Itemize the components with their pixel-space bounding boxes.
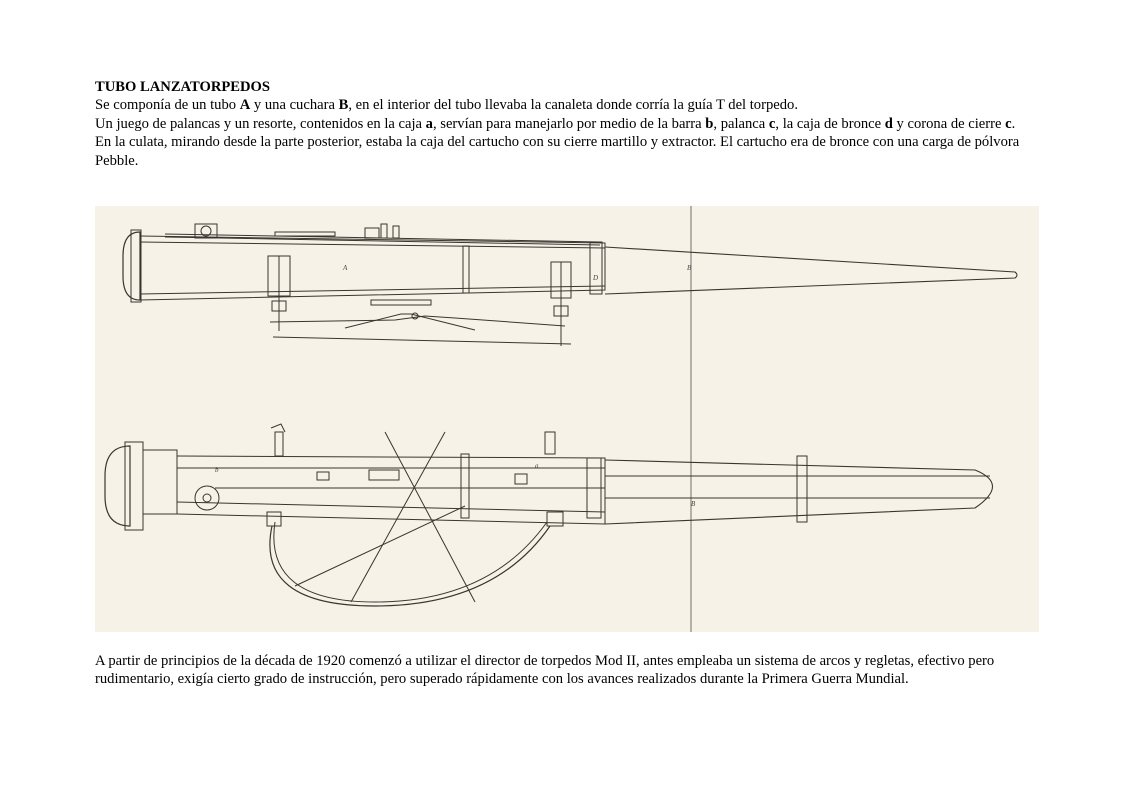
text-run: , en el interior del tubo llevaba la canaleta donde corría la guía T del torpedo. [348, 97, 798, 114]
paragraph-breech: En la culata, mirando desde la parte posterior, estaba la caja del cartucho con su cierre martillo y extractor. El cartucho era de bronce con una carga de pólvora Pebble. [95, 134, 1020, 169]
label-D: D [593, 274, 599, 282]
torpedo-tube-drawing [95, 206, 1039, 632]
closing-text [95, 652, 1040, 689]
label-a-plan: a [535, 462, 539, 470]
text-run: , servían para manejarlo por medio de la barra [432, 115, 706, 132]
text-run: , la caja de bronce [775, 115, 885, 132]
bold-run: B [338, 97, 349, 114]
text-run: , palanca [713, 115, 769, 132]
paragraph-director: A partir de principios de la década de 1920 comenzó a utilizar el director de torpedos Mod II, antes empleaba un sistema de arcos y regletas, efectivo pero rudimentario, exigía cierto grado de instrucción, pero superado rápidamente con los avances realizados durante la Primera Guerra Mundial. [95, 653, 995, 688]
text-run: Se componía de un tubo [95, 97, 240, 114]
label-A: A [343, 264, 348, 272]
text-run: y una cuchara [250, 97, 339, 114]
paragraph-levers [95, 115, 1040, 133]
technical-drawing-svg [95, 206, 1039, 632]
bold-run: c [1005, 115, 1012, 132]
bold-run: A [239, 97, 251, 114]
label-B-plan: B [691, 500, 696, 508]
document-title: TUBO LANZATORPEDOS [95, 79, 271, 95]
label-B: B [687, 264, 692, 272]
paragraph-tube-description [95, 96, 1040, 114]
text-run: Un juego de palancas y un resorte, contenidos en la caja [95, 115, 426, 132]
bold-run: b [705, 115, 714, 132]
text-run: . [1011, 115, 1016, 132]
text-run: y corona de cierre [892, 115, 1006, 132]
bold-run: a [425, 115, 433, 132]
intro-text [95, 78, 1040, 170]
bold-run: d [884, 115, 893, 132]
label-b-plan: b [215, 466, 219, 474]
tube-plan-view [105, 424, 993, 606]
tube-side-view [123, 224, 1017, 346]
bold-run: c [768, 115, 776, 132]
